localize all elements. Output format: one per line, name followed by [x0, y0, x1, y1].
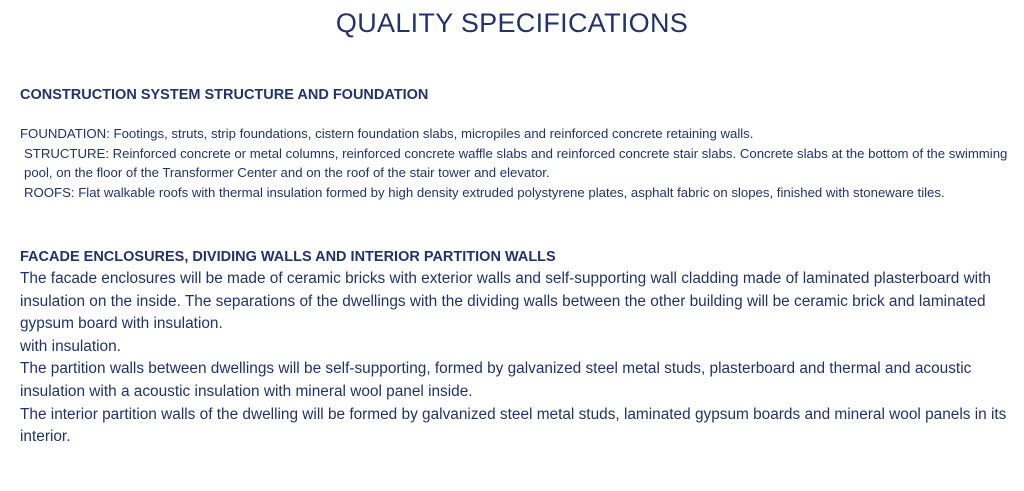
section-heading-construction: CONSTRUCTION SYSTEM STRUCTURE AND FOUNDATION: [20, 87, 429, 103]
paragraph-facade-enclosures: The facade enclosures will be made of ceramic bricks with exterior walls and self-supporting wall cladding made of laminated plasterboard with insulation on the inside. The separations of the dwellings with the dividing walls between the other building will be ceramic brick and laminated gypsum board with insulation.: [20, 270, 991, 333]
section-heading-facade: FACADE ENCLOSURES, DIVIDING WALLS AND INTERIOR PARTITION WALLS: [20, 249, 556, 265]
section-construction-body: [20, 124, 1010, 202]
paragraph-interior-partition: The interior partition walls of the dwelling will be formed by galvanized steel metal studs, laminated gypsum boards and mineral wool panels in its interior.: [20, 405, 1007, 446]
paragraph-structure: STRUCTURE: Reinforced concrete or metal columns, reinforced concrete waffle slabs and reinforced concrete stair slabs. Concrete slabs at the bottom of the swimming pool, on the floor of the Transformer Center and on the roof of the stair tower and elevator.: [24, 145, 1008, 180]
page-title: QUALITY SPECIFICATIONS: [335, 8, 689, 38]
paragraph-roofs: ROOFS: Flat walkable roofs with thermal insulation formed by high density extruded polystyrene plates, asphalt fabric on slopes, finished with stoneware tiles.: [24, 184, 945, 200]
paragraph-partition-walls: The partition walls between dwellings will be self-supporting, formed by galvanized steel metal studs, plasterboard and thermal and acoustic insulation with a acoustic insulation with mineral wool panel inside.: [20, 360, 972, 400]
paragraph-with-insulation: with insulation.: [20, 337, 121, 355]
paragraph-foundation: FOUNDATION: Footings, struts, strip foundations, cistern foundation slabs, micropiles and reinforced concrete retaining walls.: [20, 126, 754, 141]
section-facade-body: [20, 268, 1016, 449]
